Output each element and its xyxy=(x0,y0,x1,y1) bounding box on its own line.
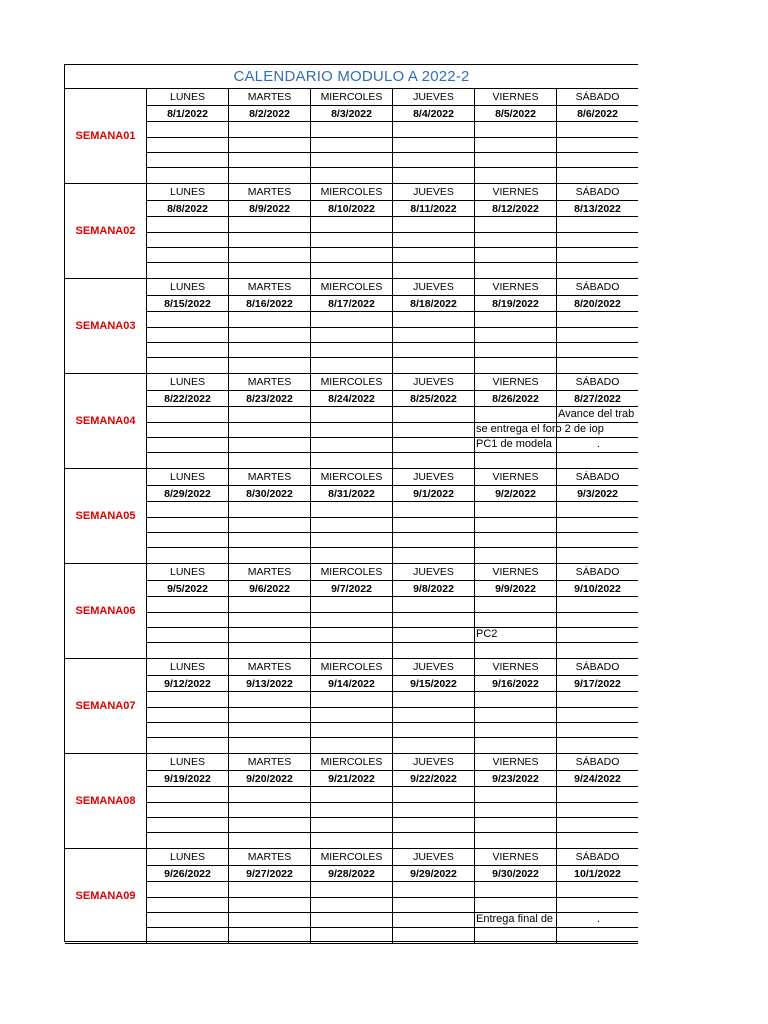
date-cell[interactable]: 8/15/2022 xyxy=(147,296,229,311)
calendar-cell[interactable] xyxy=(229,217,311,233)
calendar-cell[interactable] xyxy=(475,407,557,423)
day-header-cell[interactable]: MARTES xyxy=(229,849,311,865)
date-cell[interactable]: 8/9/2022 xyxy=(229,201,311,216)
calendar-cell[interactable] xyxy=(147,787,229,803)
calendar-cell[interactable] xyxy=(475,787,557,803)
date-cell[interactable]: 9/16/2022 xyxy=(475,676,557,691)
calendar-cell[interactable] xyxy=(229,168,311,184)
calendar-cell[interactable] xyxy=(147,738,229,754)
date-cell[interactable]: 9/6/2022 xyxy=(229,581,311,596)
week-grid xyxy=(147,849,638,943)
calendar-cell[interactable] xyxy=(229,692,311,708)
day-header-cell[interactable]: MIERCOLES xyxy=(311,89,393,105)
week-grid xyxy=(147,754,638,848)
date-cell[interactable]: 9/22/2022 xyxy=(393,771,475,786)
empty-row xyxy=(147,452,638,469)
date-cell[interactable]: 9/20/2022 xyxy=(229,771,311,786)
date-cell[interactable]: 9/15/2022 xyxy=(393,676,475,691)
day-header-cell[interactable]: LUNES xyxy=(147,374,229,390)
calendar-cell[interactable] xyxy=(147,692,229,708)
calendar-cell[interactable] xyxy=(311,168,393,184)
calendar-cell[interactable] xyxy=(229,548,311,564)
week-grid xyxy=(147,279,638,373)
note-entrega-foro: se entrega el foro 2 de iop xyxy=(476,423,604,435)
date-cell[interactable]: 8/23/2022 xyxy=(229,391,311,406)
calendar-cell[interactable] xyxy=(475,597,557,613)
calendar-cell[interactable] xyxy=(557,738,638,754)
calendar-cell[interactable] xyxy=(229,643,311,659)
day-header-cell[interactable]: MARTES xyxy=(229,469,311,485)
date-cell[interactable]: 9/29/2022 xyxy=(393,866,475,881)
calendar-cell[interactable] xyxy=(475,168,557,184)
calendar-cell[interactable] xyxy=(229,833,311,849)
week-block xyxy=(65,564,638,659)
calendar-cell[interactable] xyxy=(229,122,311,138)
date-cell[interactable]: 8/26/2022 xyxy=(475,391,557,406)
calendar-cell[interactable] xyxy=(311,787,393,803)
date-row xyxy=(147,295,638,312)
day-header-cell[interactable]: JUEVES xyxy=(393,374,475,390)
date-cell[interactable]: 8/2/2022 xyxy=(229,106,311,121)
calendar-cell[interactable] xyxy=(557,263,638,279)
calendar-cell[interactable] xyxy=(393,502,475,518)
day-header-cell[interactable]: SÁBADO xyxy=(575,471,620,483)
day-header-cell[interactable]: MARTES xyxy=(229,89,311,105)
day-header-row xyxy=(147,469,638,485)
day-header-row xyxy=(147,184,638,200)
calendar-cell[interactable] xyxy=(229,928,311,944)
week-label: SEMANA08 xyxy=(65,754,147,848)
empty-row xyxy=(147,737,638,754)
calendar-cell[interactable] xyxy=(393,738,475,754)
day-header-cell[interactable]: JUEVES xyxy=(393,659,475,675)
empty-row xyxy=(147,122,638,138)
day-header-cell[interactable]: MIERCOLES xyxy=(311,469,393,485)
date-row xyxy=(147,865,638,882)
calendar-cell[interactable] xyxy=(229,407,311,423)
calendar-cell[interactable] xyxy=(393,263,475,279)
calendar-cell[interactable] xyxy=(475,263,557,279)
calendar-cell[interactable] xyxy=(557,882,638,898)
date-cell[interactable]: 8/25/2022 xyxy=(393,391,475,406)
week-block xyxy=(65,184,638,279)
empty-row xyxy=(147,832,638,849)
calendar-cell[interactable] xyxy=(475,502,557,518)
date-row xyxy=(147,200,638,217)
date-cell[interactable]: 9/1/2022 xyxy=(393,486,475,501)
day-header-row xyxy=(147,754,638,770)
empty-row xyxy=(147,167,638,184)
calendar-cell[interactable] xyxy=(311,643,393,659)
date-cell[interactable]: 9/12/2022 xyxy=(147,676,229,691)
note-dot: . xyxy=(596,438,601,450)
date-cell[interactable]: 9/19/2022 xyxy=(147,771,229,786)
day-header-cell[interactable]: VIERNES xyxy=(475,89,557,105)
calendar-cell[interactable] xyxy=(229,453,311,469)
date-cell[interactable]: 8/5/2022 xyxy=(475,106,557,121)
empty-row xyxy=(147,502,638,518)
calendar-cell[interactable] xyxy=(229,263,311,279)
week-label: SEMANA02 xyxy=(65,184,147,278)
date-cell[interactable]: 8/16/2022 xyxy=(229,296,311,311)
empty-row xyxy=(147,597,638,613)
calendar-cell[interactable] xyxy=(557,692,638,708)
day-header-row xyxy=(147,564,638,580)
calendar-cell[interactable] xyxy=(147,548,229,564)
note-avance-trabajo: Avance del trab xyxy=(558,408,635,420)
calendar-cell[interactable] xyxy=(147,833,229,849)
day-header-cell[interactable]: LUNES xyxy=(147,564,229,580)
calendar-cell[interactable] xyxy=(147,168,229,184)
day-header-cell[interactable]: MIERCOLES xyxy=(311,184,393,200)
day-header-cell[interactable]: SÁBADO xyxy=(575,376,620,388)
week-grid xyxy=(147,469,638,563)
day-header-row xyxy=(147,89,638,105)
calendar-cell[interactable] xyxy=(147,122,229,138)
day-header-cell[interactable]: JUEVES xyxy=(393,849,475,865)
day-header-cell[interactable]: LUNES xyxy=(147,184,229,200)
calendar-cell[interactable] xyxy=(557,122,638,138)
day-header-cell[interactable]: VIERNES xyxy=(475,659,557,675)
week-block xyxy=(65,89,638,184)
calendar-cell[interactable] xyxy=(475,738,557,754)
calendar-cell[interactable] xyxy=(311,928,393,944)
day-header-cell[interactable]: LUNES xyxy=(147,849,229,865)
date-cell[interactable]: 8/20/2022 xyxy=(574,297,621,310)
empty-row xyxy=(147,787,638,803)
note-pc1-modelamiento: PC1 de modela xyxy=(476,438,552,450)
date-cell[interactable]: 8/3/2022 xyxy=(311,106,393,121)
calendar-cell[interactable] xyxy=(311,263,393,279)
day-header-cell[interactable]: MIERCOLES xyxy=(311,659,393,675)
date-cell[interactable]: 8/17/2022 xyxy=(311,296,393,311)
day-header-cell[interactable]: JUEVES xyxy=(393,564,475,580)
day-header-row xyxy=(147,279,638,295)
calendar-cell[interactable] xyxy=(475,548,557,564)
date-cell[interactable]: 9/2/2022 xyxy=(475,486,557,501)
day-header-cell[interactable]: SÁBADO xyxy=(575,661,620,673)
calendar-cell[interactable] xyxy=(557,928,638,944)
day-header-cell[interactable]: SÁBADO xyxy=(575,566,620,578)
day-header-cell[interactable]: LUNES xyxy=(147,469,229,485)
date-cell[interactable]: 9/26/2022 xyxy=(147,866,229,881)
calendar-cell[interactable] xyxy=(475,453,557,469)
week-label: SEMANA05 xyxy=(65,469,147,563)
date-cell[interactable]: 9/27/2022 xyxy=(229,866,311,881)
empty-row xyxy=(147,547,638,564)
date-row xyxy=(147,485,638,502)
calendar-sheet xyxy=(64,64,638,942)
calendar-cell[interactable] xyxy=(229,738,311,754)
calendar-cell[interactable] xyxy=(475,122,557,138)
calendar-cell[interactable] xyxy=(229,882,311,898)
calendar-cell[interactable] xyxy=(557,312,638,328)
week-grid xyxy=(147,184,638,278)
note-pc2: PC2 xyxy=(476,628,498,640)
day-header-row xyxy=(147,374,638,390)
calendar-cell[interactable] xyxy=(393,928,475,944)
calendar-cell[interactable] xyxy=(229,358,311,374)
calendar-cell[interactable] xyxy=(393,548,475,564)
calendar-cell[interactable] xyxy=(147,407,229,423)
date-cell[interactable]: 9/30/2022 xyxy=(475,866,557,881)
day-header-cell[interactable]: JUEVES xyxy=(393,469,475,485)
calendar-cell[interactable] xyxy=(557,453,638,469)
calendar-cell[interactable] xyxy=(311,312,393,328)
calendar-cell[interactable] xyxy=(475,882,557,898)
week-label: SEMANA01 xyxy=(65,89,147,183)
calendar-cell[interactable] xyxy=(147,643,229,659)
day-header-cell[interactable]: VIERNES xyxy=(475,279,557,295)
date-cell[interactable]: 8/29/2022 xyxy=(147,486,229,501)
date-row xyxy=(147,580,638,597)
date-cell[interactable]: 9/8/2022 xyxy=(393,581,475,596)
date-cell[interactable]: 9/14/2022 xyxy=(311,676,393,691)
calendar-cell[interactable] xyxy=(393,643,475,659)
date-cell[interactable]: 8/31/2022 xyxy=(311,486,393,501)
calendar-cell[interactable] xyxy=(475,217,557,233)
calendar-cell[interactable] xyxy=(229,597,311,613)
date-cell[interactable]: 8/1/2022 xyxy=(147,106,229,121)
empty-row xyxy=(147,882,638,898)
calendar-cell[interactable] xyxy=(393,692,475,708)
day-header-cell[interactable]: MIERCOLES xyxy=(311,279,393,295)
day-header-cell[interactable]: MARTES xyxy=(229,374,311,390)
calendar-cell[interactable] xyxy=(147,502,229,518)
day-header-cell[interactable]: JUEVES xyxy=(393,89,475,105)
date-cell[interactable]: 8/22/2022 xyxy=(147,391,229,406)
date-cell[interactable]: 9/23/2022 xyxy=(475,771,557,786)
calendar-cell[interactable] xyxy=(311,882,393,898)
calendar-cell[interactable] xyxy=(557,548,638,564)
day-header-cell[interactable]: VIERNES xyxy=(475,374,557,390)
calendar-cell[interactable] xyxy=(147,263,229,279)
calendar-cell[interactable] xyxy=(147,597,229,613)
note-dot: . xyxy=(596,913,601,925)
calendar-cell[interactable] xyxy=(147,312,229,328)
calendar-cell[interactable] xyxy=(311,548,393,564)
calendar-cell[interactable] xyxy=(311,597,393,613)
week-block xyxy=(65,374,638,469)
date-cell[interactable]: 9/3/2022 xyxy=(577,487,618,500)
calendar-cell[interactable] xyxy=(557,833,638,849)
calendar-cell[interactable] xyxy=(311,692,393,708)
week-grid xyxy=(147,374,638,468)
calendar-cell[interactable] xyxy=(147,928,229,944)
week-block xyxy=(65,659,638,754)
calendar-cell[interactable] xyxy=(311,502,393,518)
calendar-cell[interactable] xyxy=(311,358,393,374)
calendar-cell[interactable] xyxy=(393,787,475,803)
day-header-cell[interactable]: MARTES xyxy=(229,564,311,580)
day-header-cell[interactable]: MIERCOLES xyxy=(311,849,393,865)
calendar-cell[interactable] xyxy=(475,312,557,328)
day-header-cell[interactable]: JUEVES xyxy=(393,754,475,770)
week-label: SEMANA04 xyxy=(65,374,147,468)
day-header-cell[interactable]: MIERCOLES xyxy=(311,564,393,580)
day-header-cell[interactable]: JUEVES xyxy=(393,184,475,200)
note-entrega-final: Entrega final de xyxy=(476,913,554,925)
calendar-cell[interactable] xyxy=(393,453,475,469)
day-header-row xyxy=(147,849,638,865)
calendar-cell[interactable] xyxy=(557,787,638,803)
day-header-cell[interactable]: MARTES xyxy=(229,754,311,770)
date-cell[interactable]: 9/17/2022 xyxy=(574,677,621,690)
day-header-cell[interactable]: MARTES xyxy=(229,184,311,200)
day-header-cell[interactable]: LUNES xyxy=(147,754,229,770)
date-cell[interactable]: 9/24/2022 xyxy=(574,772,621,785)
day-header-row xyxy=(147,659,638,675)
calendar-cell[interactable] xyxy=(475,833,557,849)
calendar-cell[interactable] xyxy=(147,882,229,898)
day-header-cell[interactable]: VIERNES xyxy=(475,184,557,200)
empty-row xyxy=(147,642,638,659)
date-cell[interactable]: 8/27/2022 xyxy=(574,392,621,405)
calendar-cell[interactable] xyxy=(393,597,475,613)
calendar-cell[interactable] xyxy=(475,928,557,944)
calendar-cell[interactable] xyxy=(147,358,229,374)
calendar-cell[interactable] xyxy=(311,122,393,138)
week-label: SEMANA09 xyxy=(65,849,147,943)
date-cell[interactable]: 9/13/2022 xyxy=(229,676,311,691)
day-header-cell[interactable]: MIERCOLES xyxy=(311,754,393,770)
calendar-cell[interactable] xyxy=(311,407,393,423)
date-row xyxy=(147,390,638,407)
calendar-cell[interactable] xyxy=(393,312,475,328)
empty-row xyxy=(147,262,638,279)
calendar-cell[interactable] xyxy=(557,358,638,374)
day-header-cell[interactable]: VIERNES xyxy=(475,754,557,770)
calendar-cell[interactable] xyxy=(393,833,475,849)
empty-row xyxy=(147,927,638,944)
date-cell[interactable]: 8/4/2022 xyxy=(393,106,475,121)
calendar-cell[interactable] xyxy=(475,692,557,708)
date-cell[interactable]: 9/9/2022 xyxy=(475,581,557,596)
calendar-cell[interactable] xyxy=(393,168,475,184)
calendar-cell[interactable] xyxy=(229,502,311,518)
calendar-cell[interactable] xyxy=(393,122,475,138)
calendar-cell[interactable] xyxy=(393,358,475,374)
date-row xyxy=(147,675,638,692)
week-label: SEMANA07 xyxy=(65,659,147,753)
day-header-cell[interactable]: LUNES xyxy=(147,659,229,675)
date-cell[interactable]: 8/6/2022 xyxy=(577,107,618,120)
day-header-cell[interactable]: LUNES xyxy=(147,279,229,295)
day-header-cell[interactable]: VIERNES xyxy=(475,564,557,580)
day-header-cell[interactable]: SÁBADO xyxy=(575,851,620,863)
date-cell[interactable]: 9/28/2022 xyxy=(311,866,393,881)
day-header-cell[interactable]: MIERCOLES xyxy=(311,374,393,390)
calendar-cell[interactable] xyxy=(311,453,393,469)
day-header-cell[interactable]: VIERNES xyxy=(475,469,557,485)
calendar-cell[interactable] xyxy=(557,597,638,613)
calendar-cell[interactable] xyxy=(557,217,638,233)
empty-row xyxy=(147,217,638,233)
calendar-cell[interactable] xyxy=(393,217,475,233)
calendar-cell[interactable] xyxy=(557,502,638,518)
calendar-cell[interactable] xyxy=(393,407,475,423)
day-header-cell[interactable]: SÁBADO xyxy=(575,186,620,198)
calendar-cell[interactable] xyxy=(311,217,393,233)
calendar-title: CALENDARIO MODULO A 2022-2 xyxy=(65,65,638,89)
week-grid xyxy=(147,659,638,753)
date-row xyxy=(147,770,638,787)
date-cell[interactable]: 9/5/2022 xyxy=(147,581,229,596)
date-cell[interactable]: 8/13/2022 xyxy=(574,202,621,215)
day-header-cell[interactable]: SÁBADO xyxy=(575,281,620,293)
date-row xyxy=(147,105,638,122)
calendar-cell[interactable] xyxy=(393,882,475,898)
empty-row xyxy=(147,357,638,374)
week-block xyxy=(65,469,638,564)
week-label: SEMANA03 xyxy=(65,279,147,373)
date-cell[interactable]: 9/7/2022 xyxy=(311,581,393,596)
date-cell[interactable]: 9/21/2022 xyxy=(311,771,393,786)
day-header-cell[interactable]: LUNES xyxy=(147,89,229,105)
calendar-cell[interactable] xyxy=(147,217,229,233)
calendar-cell[interactable] xyxy=(475,643,557,659)
date-cell[interactable]: 8/12/2022 xyxy=(475,201,557,216)
date-cell[interactable]: 9/10/2022 xyxy=(574,582,621,595)
week-block xyxy=(65,754,638,849)
day-header-cell[interactable]: JUEVES xyxy=(393,279,475,295)
date-cell[interactable]: 8/11/2022 xyxy=(393,201,475,216)
calendar-cell[interactable] xyxy=(311,833,393,849)
day-header-cell[interactable]: MARTES xyxy=(229,659,311,675)
week-grid xyxy=(147,564,638,658)
date-cell[interactable]: 8/8/2022 xyxy=(147,201,229,216)
day-header-cell[interactable]: VIERNES xyxy=(475,849,557,865)
calendar-cell[interactable] xyxy=(311,738,393,754)
date-cell[interactable]: 8/10/2022 xyxy=(311,201,393,216)
date-cell[interactable]: 10/1/2022 xyxy=(574,867,621,880)
empty-row xyxy=(147,692,638,708)
day-header-cell[interactable]: MARTES xyxy=(229,279,311,295)
calendar-cell[interactable] xyxy=(229,787,311,803)
week-block xyxy=(65,279,638,374)
calendar-cell[interactable] xyxy=(557,168,638,184)
date-cell[interactable]: 8/30/2022 xyxy=(229,486,311,501)
date-cell[interactable]: 8/18/2022 xyxy=(393,296,475,311)
calendar-cell[interactable] xyxy=(147,453,229,469)
day-header-cell[interactable]: SÁBADO xyxy=(575,91,620,103)
week-grid xyxy=(147,89,638,183)
week-label: SEMANA06 xyxy=(65,564,147,658)
date-cell[interactable]: 8/24/2022 xyxy=(311,391,393,406)
day-header-cell[interactable]: SÁBADO xyxy=(575,756,620,768)
calendar-cell[interactable] xyxy=(475,358,557,374)
empty-row xyxy=(147,312,638,328)
date-cell[interactable]: 8/19/2022 xyxy=(475,296,557,311)
calendar-cell[interactable] xyxy=(229,312,311,328)
calendar-cell[interactable] xyxy=(557,643,638,659)
week-block xyxy=(65,849,638,944)
